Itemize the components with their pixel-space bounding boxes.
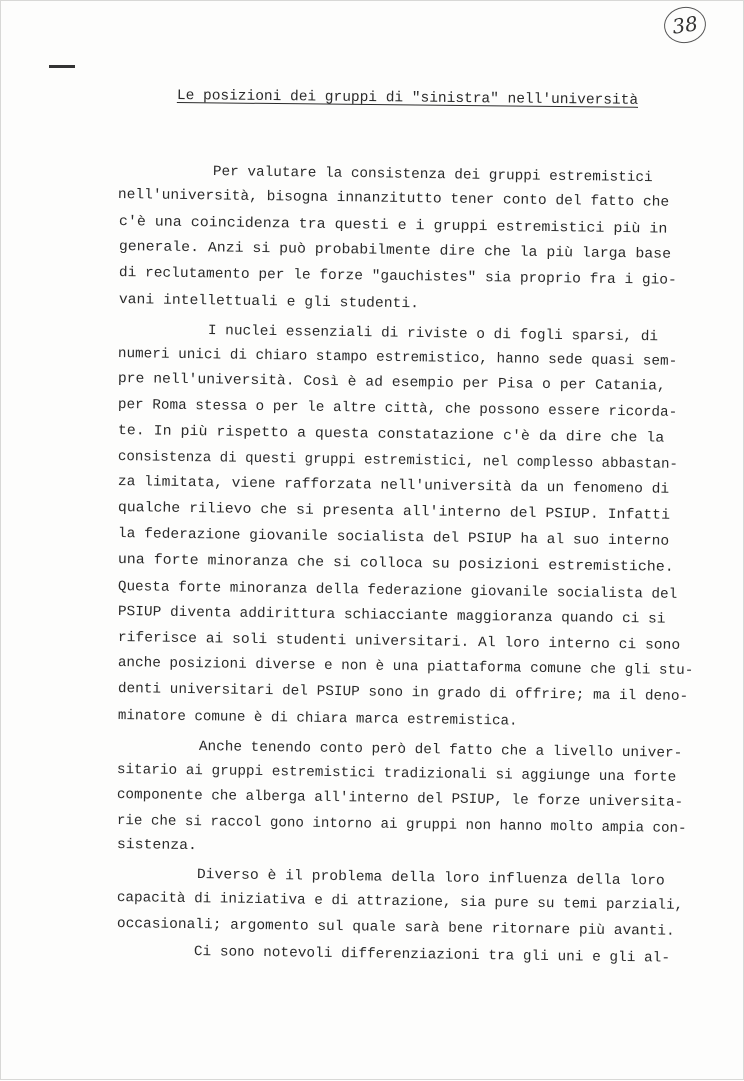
- text-line: za limitata, viene rafforzata nell'università da un fenomeno di: [117, 474, 670, 498]
- body-text: [1, 1, 744, 1081]
- text-line: la federazione giovanile socialista del PSIUP ha al suo interno: [117, 526, 670, 550]
- text-line: occasionali; argomento sul quale sarà bene ritornare più avanti.: [116, 916, 675, 940]
- text-line: anche posizioni diverse e non è una piattaforma comune che gli stu-: [117, 655, 694, 680]
- text-line: Anche tenendo conto però del fatto che a livello univer-: [198, 739, 683, 762]
- text-line: qualche rilievo che si presenta all'interno del PSIUP. Infatti: [117, 500, 671, 524]
- text-line: pre nell'università. Così è ad esempio per Pisa o per Catania,: [117, 371, 666, 395]
- text-line: I nuclei essenziali di riviste o di fogli sparsi, di: [207, 323, 659, 346]
- text-line: Ci sono notevoli differenziazioni tra gli uni e gli al-: [193, 944, 671, 967]
- text-line: componente che alberga all'interno del PSIUP, le forze universita-: [116, 787, 684, 811]
- page-number-stamp: 38: [662, 4, 709, 45]
- document-title: Le posizioni dei gruppi di "sinistra" nell'università: [176, 88, 639, 109]
- text-line: sistenza.: [116, 837, 198, 855]
- text-line: per Roma stessa o per le altre città, che possono essere ricorda-: [117, 397, 678, 421]
- text-line: numeri unici di chiaro stampo estremistico, hanno sede quasi sem-: [117, 346, 678, 370]
- text-line: consistenza di questi gruppi estremistici, nel complesso abbastan-: [117, 449, 679, 473]
- text-line: te. In più rispetto a questa constatazione c'è da dire che la: [117, 423, 665, 447]
- text-line: nell'università, bisogna innanzitutto tener conto del fatto che: [117, 187, 670, 211]
- text-line: generale. Anzi si può probabilmente dire che la più larga base: [118, 239, 672, 263]
- text-line: PSIUP diventa addirittura schiacciante maggioranza quando ci si: [117, 604, 666, 628]
- text-line: minatore comune è di chiara marca estremistica.: [117, 708, 518, 730]
- text-line: di reclutamento per le forze "gauchistes" sia proprio fra i gio-: [118, 265, 677, 289]
- text-line: Per valutare la consistenza dei gruppi estremistici: [212, 164, 653, 187]
- text-line: rie che si raccol gono intorno ai gruppi non hanno molto ampia con-: [116, 813, 687, 837]
- text-line: denti universitari del PSIUP sono in grado di offrire; ma il deno-: [117, 681, 689, 705]
- text-line: una forte minoranza che si colloca su posizioni estremistiche.: [117, 552, 674, 576]
- text-line: riferisce ai soli studenti universitari. Al loro interno ci sono: [117, 630, 681, 654]
- text-line: vani intellettuali e gli studenti.: [118, 292, 420, 313]
- text-line: capacità di iniziativa e di attrazione, sia pure su temi parziali,: [116, 890, 684, 914]
- text-line: Questa forte minoranza della federazione giovanile socialista del: [117, 579, 678, 603]
- text-line: sitario ai gruppi estremistici tradizionali si aggiunge una forte: [116, 762, 677, 786]
- text-line: c'è una coincidenza tra questi e i gruppi estremistici più in: [118, 214, 668, 238]
- text-line: Diverso è il problema della loro influenza della loro: [196, 867, 665, 890]
